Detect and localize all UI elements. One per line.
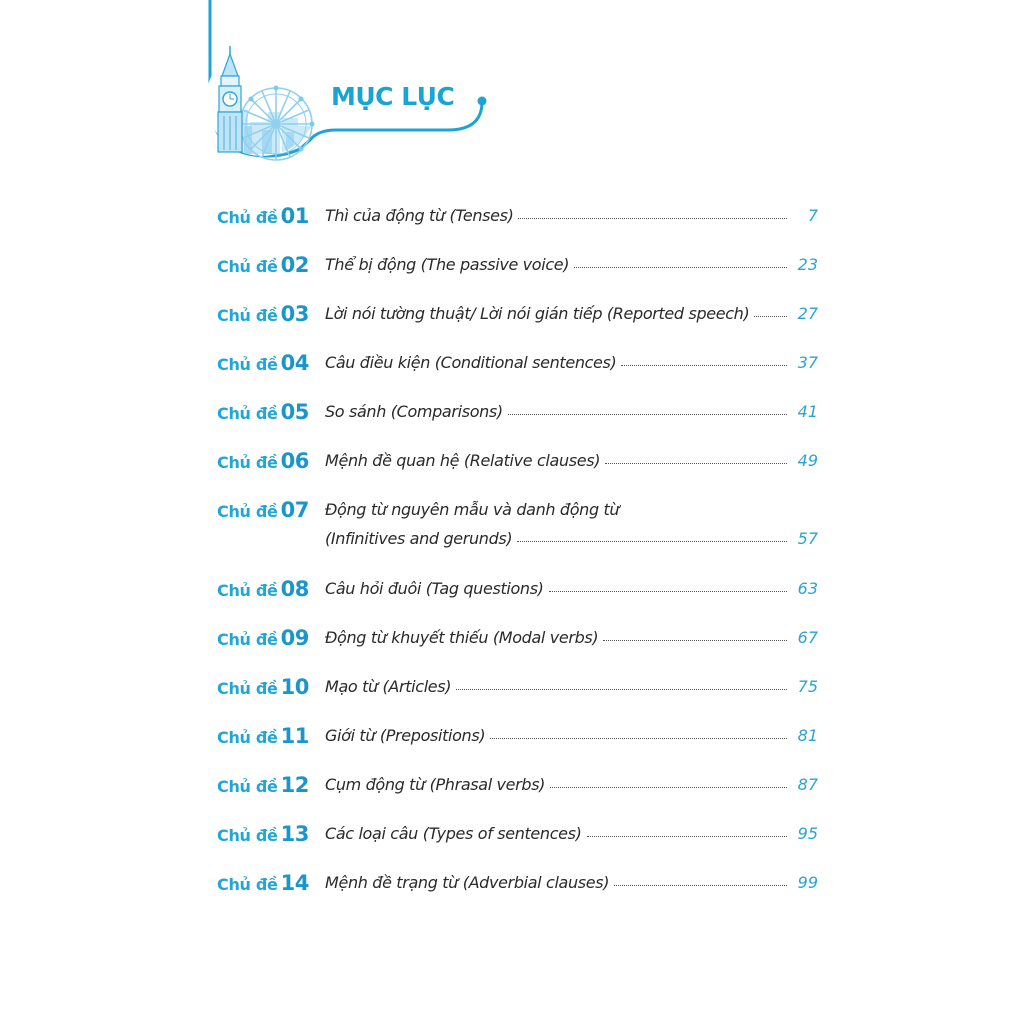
toc-entry-number: 04 bbox=[280, 351, 309, 375]
toc-entry-title: Động từ khuyết thiếu (Modal verbs) bbox=[325, 628, 599, 647]
toc-entry-number: 07 bbox=[280, 498, 309, 522]
toc-entry-page: 37 bbox=[797, 353, 818, 372]
toc-entry-title: Câu điều kiện (Conditional sentences) bbox=[325, 353, 617, 372]
toc-entry-title: Mạo từ (Articles) bbox=[325, 677, 452, 696]
toc-entry-prefix: Chủ đề bbox=[217, 257, 278, 276]
toc-entry-prefix: Chủ đề bbox=[217, 306, 278, 325]
dot-leader bbox=[614, 884, 787, 886]
toc-entry-page: 7 bbox=[807, 206, 818, 225]
dot-leader bbox=[587, 835, 787, 837]
toc-entry-number: 02 bbox=[280, 253, 309, 277]
toc-entry-page: 63 bbox=[797, 579, 818, 598]
toc-entry-number: 03 bbox=[280, 302, 309, 326]
toc-entry-title: Lời nói tường thuật/ Lời nói gián tiếp (Reported speech) bbox=[325, 304, 750, 323]
toc-entry-prefix: Chủ đề bbox=[217, 404, 278, 423]
dot-leader bbox=[621, 364, 787, 366]
toc-entry-prefix: Chủ đề bbox=[217, 826, 278, 845]
toc-entry-number: 13 bbox=[280, 822, 309, 846]
toc-entry-prefix: Chủ đề bbox=[217, 679, 278, 698]
toc-entry-page: 41 bbox=[797, 402, 818, 421]
toc-entry-title-line2: (Infinitives and gerunds) bbox=[325, 529, 513, 548]
toc-entry-page: 49 bbox=[797, 451, 818, 470]
toc-entry-title: Thể bị động (The passive voice) bbox=[325, 255, 570, 274]
toc-entry-page: 67 bbox=[797, 628, 818, 647]
toc-entry-number: 14 bbox=[280, 871, 309, 895]
toc-entry-page: 75 bbox=[797, 677, 818, 696]
toc-entry-title: Các loại câu (Types of sentences) bbox=[325, 824, 582, 843]
toc-entry-prefix: Chủ đề bbox=[217, 875, 278, 894]
toc-entry-prefix: Chủ đề bbox=[217, 453, 278, 472]
toc-entry-label bbox=[217, 623, 309, 653]
toc-entry-prefix: Chủ đề bbox=[217, 630, 278, 649]
toc-entry-page: 27 bbox=[797, 304, 818, 323]
page-title: MỤC LỤC bbox=[331, 82, 455, 111]
dot-leader bbox=[508, 413, 787, 415]
dot-leader bbox=[550, 786, 787, 788]
toc-entry-title: Thì của động từ (Tenses) bbox=[325, 206, 514, 225]
toc-entry-prefix: Chủ đề bbox=[217, 355, 278, 374]
toc-entry-title: Cụm động từ (Phrasal verbs) bbox=[325, 775, 546, 794]
toc-entry-label bbox=[217, 721, 309, 751]
toc-entry-prefix: Chủ đề bbox=[217, 502, 278, 521]
toc-entry-title: Mệnh đề trạng từ (Adverbial clauses) bbox=[325, 873, 610, 892]
toc-entry-title: Động từ nguyên mẫu và danh động từ bbox=[325, 500, 620, 519]
toc-entry-page: 23 bbox=[797, 255, 818, 274]
toc-entry-label bbox=[217, 868, 309, 898]
dot-leader bbox=[456, 688, 787, 690]
toc-entry-number: 09 bbox=[280, 626, 309, 650]
toc-entry-label bbox=[217, 201, 309, 231]
toc-entry-title: Mệnh đề quan hệ (Relative clauses) bbox=[325, 451, 601, 470]
toc-entry-label bbox=[217, 446, 309, 476]
toc-entry-label bbox=[217, 574, 309, 604]
toc-entry-number: 11 bbox=[280, 724, 309, 748]
toc-entry-number: 06 bbox=[280, 449, 309, 473]
toc-entry-label bbox=[217, 495, 309, 525]
toc-entry-title: So sánh (Comparisons) bbox=[325, 402, 503, 421]
toc-entry-number: 10 bbox=[280, 675, 309, 699]
dot-leader bbox=[603, 639, 787, 641]
dot-leader bbox=[549, 590, 787, 592]
toc-entry-label bbox=[217, 770, 309, 800]
toc-entry-title: Câu hỏi đuôi (Tag questions) bbox=[325, 579, 544, 598]
toc-entry-number: 01 bbox=[280, 204, 309, 228]
toc-entry-number: 08 bbox=[280, 577, 309, 601]
toc-entry-number: 05 bbox=[280, 400, 309, 424]
dot-leader bbox=[574, 266, 787, 268]
toc-entry-page: 95 bbox=[797, 824, 818, 843]
toc-entry-page: 99 bbox=[797, 873, 818, 892]
toc-entry-page: 81 bbox=[797, 726, 818, 745]
toc-entry-page: 87 bbox=[797, 775, 818, 794]
toc-entry-prefix: Chủ đề bbox=[217, 728, 278, 747]
toc-entry-label bbox=[217, 348, 309, 378]
toc-entry-label bbox=[217, 299, 309, 329]
toc-entry-prefix: Chủ đề bbox=[217, 581, 278, 600]
dot-leader bbox=[605, 462, 787, 464]
toc-entry-label bbox=[217, 250, 309, 280]
toc-entry-page: 57 bbox=[797, 529, 818, 548]
toc-entry-prefix: Chủ đề bbox=[217, 777, 278, 796]
toc-entry-prefix: Chủ đề bbox=[217, 208, 278, 227]
dot-leader bbox=[517, 540, 787, 542]
toc-entry-label bbox=[217, 672, 309, 702]
toc-entry-label bbox=[217, 397, 309, 427]
toc-entry-label bbox=[217, 819, 309, 849]
toc-entry-title: Giới từ (Prepositions) bbox=[325, 726, 486, 745]
dot-leader bbox=[518, 217, 787, 219]
dot-leader bbox=[490, 737, 787, 739]
toc-entry-number: 12 bbox=[280, 773, 309, 797]
